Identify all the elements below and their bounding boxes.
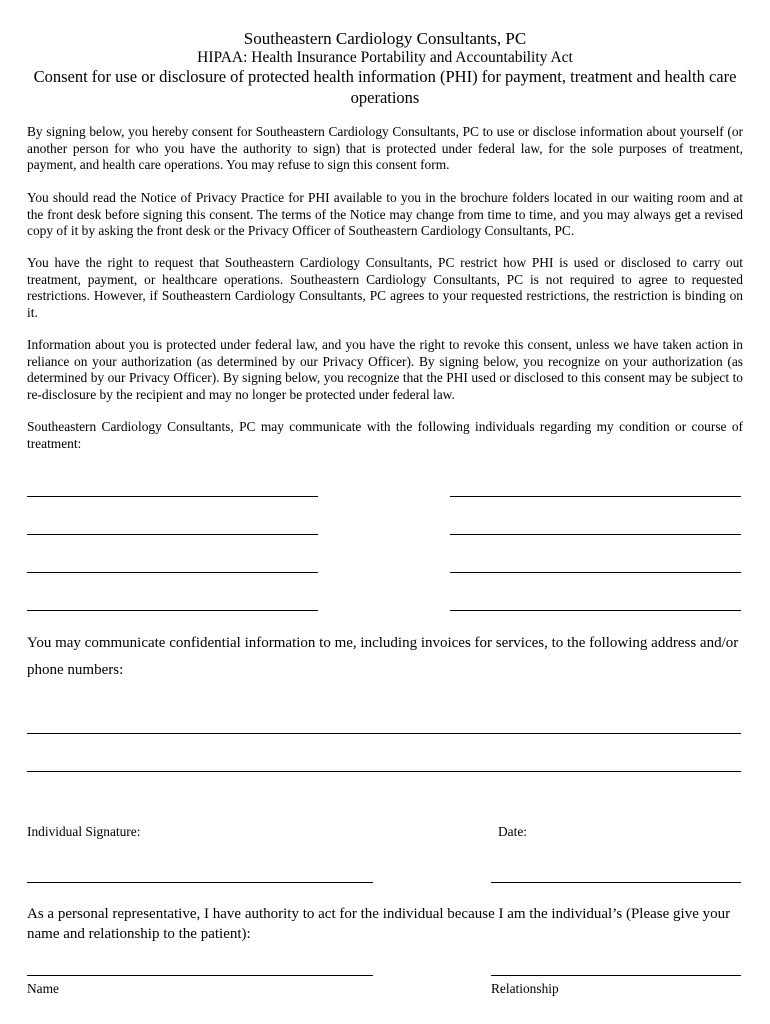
act-name-heading: HIPAA: Health Insurance Portability and Accountability Act <box>197 49 573 66</box>
authorized-individual-line[interactable] <box>27 572 318 573</box>
revocation-paragraph: Information about you is protected under federal law, and you have the right to revoke this consent, unless we have taken action in reliance on your authorization (as determined by our Privacy Officer). By signing below, you recognize on your authorization (as determined by our Privacy Officer). By signing below, you recognize that the PHI used or disclosed to this consent may be subject to re-disclosure by the recipient and may no longer be protected under federal law. <box>27 337 743 402</box>
restriction-paragraph: You have the right to request that Southeastern Cardiology Consultants, PC restrict how PHI is used or disclosed to carry out treatment, payment, or healthcare operations. Southeastern Cardiology Consultants, PC is not required to agree to requested restrictions. However, if Southeastern Cardiology Consultants, PC agrees to your requested restrictions, the restriction is binding on it. <box>27 255 743 320</box>
communication-individuals-paragraph: Southeastern Cardiology Consultants, PC may communicate with the following individuals regarding my condition or course of treatment: <box>27 419 743 451</box>
relationship-label: Relationship <box>491 981 559 996</box>
representative-statement: As a personal representative, I have authority to act for the individual because I am the individual’s (Please give your name and relationship to the patient): <box>27 906 731 942</box>
date-line[interactable] <box>491 882 741 883</box>
consent-paragraph: By signing below, you hereby consent for Southeastern Cardiology Consultants, PC to use or disclose information about yourself (or another person for who you have the authority to sign) that is protected under federal law, for the sole purposes of treatment, payment, and health care operations. You may refuse to sign this consent form. <box>27 124 743 172</box>
date-label: Date: <box>498 824 527 839</box>
signature-line[interactable] <box>27 882 373 883</box>
notice-paragraph: You should read the Notice of Privacy Practice for PHI available to you in the brochure folders located in our waiting room and at the front desk before signing this consent. The terms of the Notice may change from time to time, and you may always get a revised copy of it by asking the front desk or the Privacy Officer of Southeastern Cardiology Consultants, PC. <box>27 190 743 238</box>
authorized-individual-line[interactable] <box>450 572 741 573</box>
practice-name-heading: Southeastern Cardiology Consultants, PC <box>243 29 527 48</box>
authorized-individual-line[interactable] <box>27 610 318 611</box>
communication-address-statement: You may communicate confidential information to me, including invoices for services, to the following address and/or phone numbers: <box>27 635 739 678</box>
authorized-individual-line[interactable] <box>27 534 318 535</box>
name-label: Name <box>27 981 59 996</box>
address-phone-line[interactable] <box>27 733 741 734</box>
representative-name-line[interactable] <box>27 975 373 976</box>
authorized-individual-line[interactable] <box>27 496 318 497</box>
address-phone-line[interactable] <box>27 771 741 772</box>
authorized-individual-line[interactable] <box>450 496 741 497</box>
form-title: Consent for use or disclosure of protected health information (PHI) for payment, treatment and health care operations <box>33 67 737 107</box>
authorized-individual-line[interactable] <box>450 610 741 611</box>
authorized-individual-line[interactable] <box>450 534 741 535</box>
individual-signature-label: Individual Signature: <box>27 824 141 839</box>
relationship-line[interactable] <box>491 975 741 976</box>
